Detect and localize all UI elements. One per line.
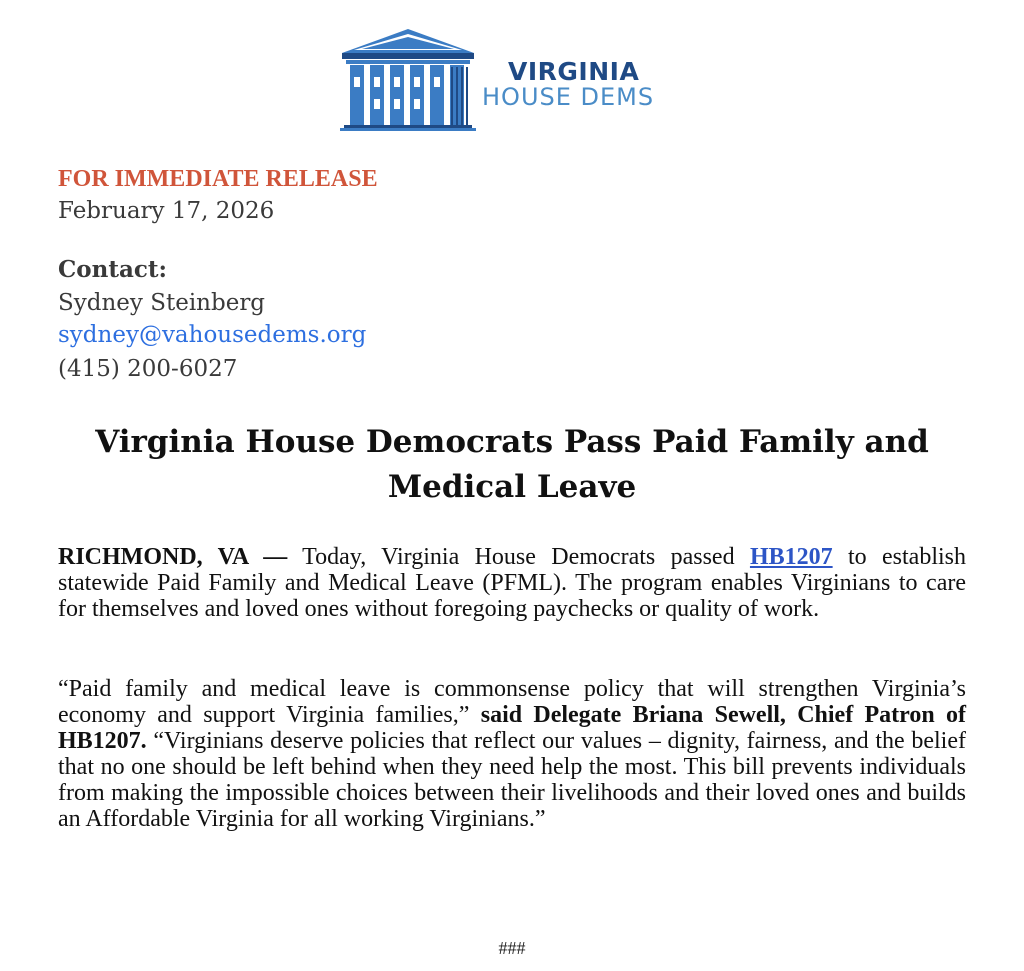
headline: Virginia House Democrats Pass Paid Family and Medical Leave <box>95 424 929 505</box>
quote-text: “Virginians deserve policies that reflect our values – dignity, fairness, and the belief that no one should be left behind when they need help the most. This bill prevents individuals from making the impossible choices between their livelihoods and their loved ones and builds an Affordable Virginia for all working Virginians.” <box>58 728 966 832</box>
paragraph-text: to establish statewide Paid Family and Medical Leave (PFML). The program enables Virginians to care for themselves and loved ones without foregoing paychecks or quality of work. <box>58 544 966 622</box>
release-label: FOR IMMEDIATE RELEASE <box>58 166 378 192</box>
quote-attribution: said Delegate Briana Sewell, Chief Patron of HB1207. <box>58 702 966 754</box>
contact-phone: (415) 200-6027 <box>58 356 238 382</box>
release-date: February 17, 2026 <box>58 198 275 224</box>
paragraph-text: Today, Virginia House Democrats passed <box>287 544 750 570</box>
brand-name-line1: VIRGINIA <box>508 57 640 86</box>
contact-label: Contact: <box>58 256 168 283</box>
brand-logo <box>340 27 680 131</box>
brand-name-line2: HOUSE DEMS <box>482 83 655 111</box>
dateline: RICHMOND, VA — <box>58 544 288 570</box>
capitol-building-icon <box>340 27 480 131</box>
contact-email-link[interactable]: sydney@vahousedems.org <box>58 322 367 348</box>
paragraph-quote <box>58 676 966 832</box>
bill-link[interactable]: HB1207 <box>749 544 833 570</box>
paragraph-announcement <box>58 544 966 622</box>
quote-text: “Paid family and medical leave is commonsense policy that will strengthen Virginia’s economy and support Virginia families,” <box>58 676 966 728</box>
end-mark: ### <box>498 938 526 958</box>
contact-name: Sydney Steinberg <box>58 290 266 316</box>
